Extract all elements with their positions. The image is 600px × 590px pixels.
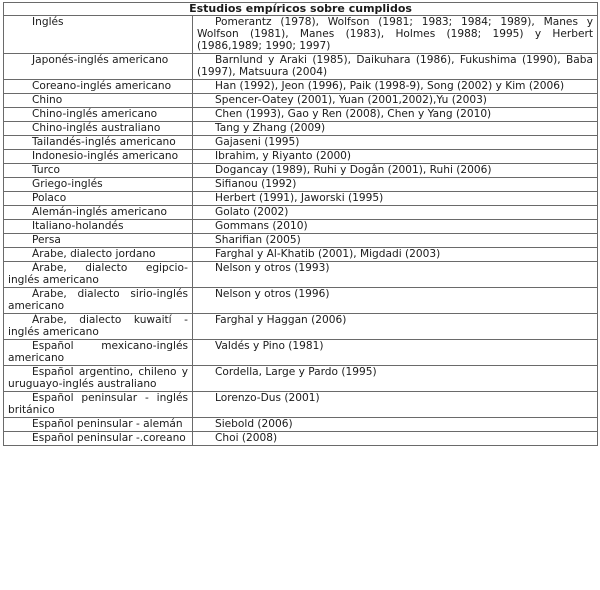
table-row (4, 94, 598, 108)
references-cell: Gajaseni (1995) (193, 136, 598, 150)
table-row (4, 178, 598, 192)
language-pair-cell: Español mexicano-inglés americano (4, 340, 193, 366)
table-row (4, 288, 598, 314)
references-cell: Spencer-Oatey (2001), Yuan (2001,2002),Yu (2003) (193, 94, 598, 108)
language-pair-cell: Coreano-inglés americano (4, 80, 193, 94)
table-row (4, 340, 598, 366)
table-title: Estudios empíricos sobre cumplidos (4, 3, 598, 16)
language-pair-cell: Polaco (4, 192, 193, 206)
language-pair-cell: Chino (4, 94, 193, 108)
references-cell: Farghal y Haggan (2006) (193, 314, 598, 340)
table-row (4, 192, 598, 206)
table-row (4, 432, 598, 446)
table-row (4, 220, 598, 234)
references-cell: Gommans (2010) (193, 220, 598, 234)
table-row (4, 54, 598, 80)
references-cell: Nelson y otros (1993) (193, 262, 598, 288)
references-cell: Lorenzo-Dus (2001) (193, 392, 598, 418)
references-cell: Chen (1993), Gao y Ren (2008), Chen y Yang (2010) (193, 108, 598, 122)
references-cell: Ibrahim, y Riyanto (2000) (193, 150, 598, 164)
language-pair-cell: Chino-inglés australiano (4, 122, 193, 136)
language-pair-cell: Árabe, dialecto sirio-inglés americano (4, 288, 193, 314)
references-cell: Herbert (1991), Jaworski (1995) (193, 192, 598, 206)
table-row (4, 262, 598, 288)
references-cell: Cordella, Large y Pardo (1995) (193, 366, 598, 392)
language-pair-cell: Chino-inglés americano (4, 108, 193, 122)
language-pair-cell: Italiano-holandés (4, 220, 193, 234)
language-pair-cell: Árabe, dialecto egipcio-inglés americano (4, 262, 193, 288)
references-cell: Sharifian (2005) (193, 234, 598, 248)
language-pair-cell: Español peninsular - inglés británico (4, 392, 193, 418)
language-pair-cell: Español peninsular - alemán (4, 418, 193, 432)
language-pair-cell: Persa (4, 234, 193, 248)
table-row (4, 314, 598, 340)
table-row (4, 248, 598, 262)
references-cell: Golato (2002) (193, 206, 598, 220)
language-pair-cell: Árabe, dialecto jordano (4, 248, 193, 262)
table-row (4, 122, 598, 136)
table-row (4, 164, 598, 178)
language-pair-cell: Griego-inglés (4, 178, 193, 192)
language-pair-cell: Inglés (4, 16, 193, 54)
language-pair-cell: Alemán-inglés americano (4, 206, 193, 220)
references-cell: Sifianou (1992) (193, 178, 598, 192)
references-cell: Barnlund y Araki (1985), Daikuhara (1986), Fukushima (1990), Baba (1997), Matsuura (2004) (193, 54, 598, 80)
language-pair-cell: Tailandés-inglés americano (4, 136, 193, 150)
studies-table-container (3, 2, 597, 446)
language-pair-cell: Español peninsular -.coreano (4, 432, 193, 446)
table-row (4, 392, 598, 418)
table-row (4, 16, 598, 54)
language-pair-cell: Árabe, dialecto kuwaití -inglés americano (4, 314, 193, 340)
references-cell: Siebold (2006) (193, 418, 598, 432)
table-header-row (4, 3, 598, 16)
table-row (4, 136, 598, 150)
table-row (4, 108, 598, 122)
language-pair-cell: Indonesio-inglés americano (4, 150, 193, 164)
references-cell: Han (1992), Jeon (1996), Paik (1998-9), Song (2002) y Kim (2006) (193, 80, 598, 94)
references-cell: Farghal y Al-Khatib (2001), Migdadi (2003) (193, 248, 598, 262)
references-cell: Pomerantz (1978), Wolfson (1981; 1983; 1984; 1989), Manes y Wolfson (1981), Manes (1983), Holmes (1988; 1995) y Herbert (1986,1989; 1990; 1997) (193, 16, 598, 54)
references-cell: Choi (2008) (193, 432, 598, 446)
table-row (4, 418, 598, 432)
references-cell: Tang y Zhang (2009) (193, 122, 598, 136)
table-row (4, 366, 598, 392)
table-body (4, 16, 598, 446)
table-row (4, 80, 598, 94)
language-pair-cell: Turco (4, 164, 193, 178)
language-pair-cell: Español argentino, chileno y uruguayo-inglés australiano (4, 366, 193, 392)
references-cell: Dogancay (1989), Ruhi y Dogân (2001), Ruhi (2006) (193, 164, 598, 178)
table-row (4, 150, 598, 164)
table-row (4, 206, 598, 220)
references-cell: Valdés y Pino (1981) (193, 340, 598, 366)
references-cell: Nelson y otros (1996) (193, 288, 598, 314)
studies-table (3, 2, 598, 446)
table-row (4, 234, 598, 248)
language-pair-cell: Japonés-inglés americano (4, 54, 193, 80)
